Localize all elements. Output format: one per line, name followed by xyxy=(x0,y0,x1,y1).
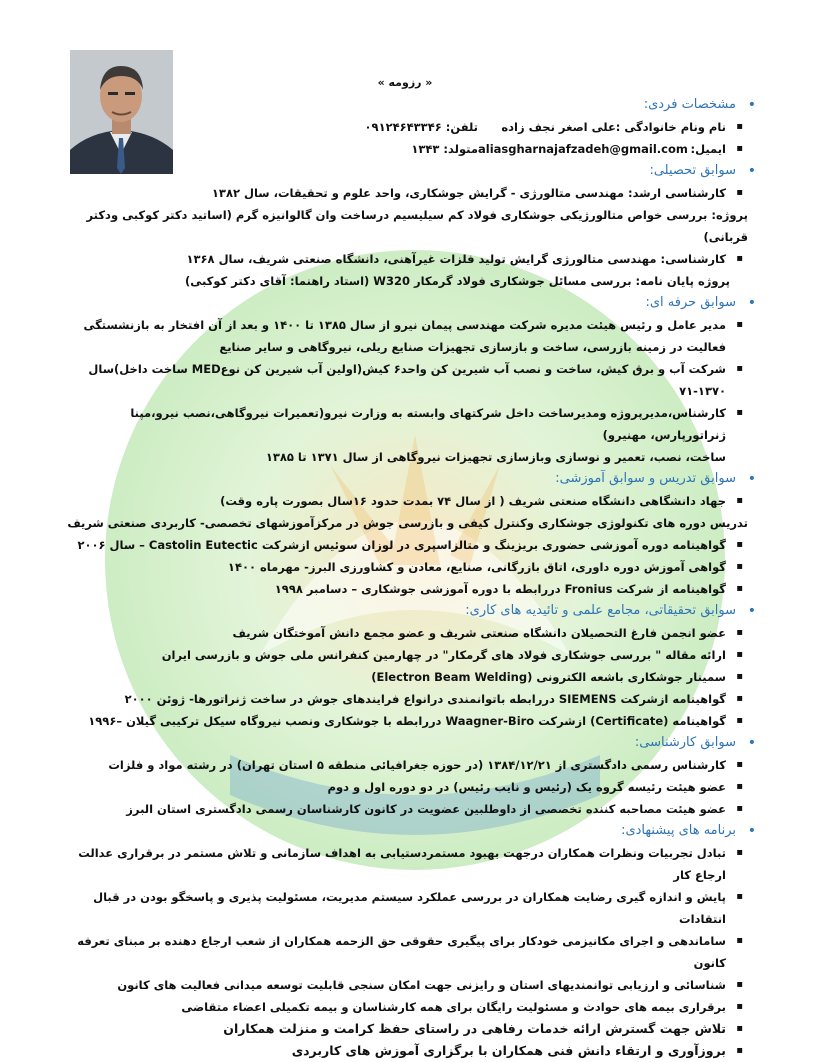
professional-item: ▪ کارشناس،مدیرپروژه ومدیرساخت داخل شرکتهای وابسته به وزارت نیرو(تعمیرات نیروگاهی،نصب نیرو،مپنا ژنراتورپارس، مهنیرو) xyxy=(62,402,748,446)
plans-item: ▪ تبادل تجربیات ونظرات همکاران درجهت بهبود مستمردستیابی به اهداف سازمانی و تلاش مستمر در برقراری عدالت ارجاع کار xyxy=(62,842,748,886)
education-item: پروژه: بررسی خواص متالورژیکی جوشکاری فولاد کم سیلیسیم درساخت وان گالوانیزه گرم (اساتید دکتر کوکبی ودکتر قربانی) xyxy=(86,208,748,244)
page-title: « رزومه » xyxy=(377,76,433,89)
section-heading-expert: • سوابق کارشناسی: xyxy=(62,732,748,754)
resume-content xyxy=(62,72,748,1062)
teaching-item: ▪ گواهی آموزش دوره داوری، اتاق بازرگانی، صنایع، معادن و کشاورزی البرز- مهرماه ۱۴۰۰ xyxy=(62,556,748,578)
teaching-item: ▪ جهاد دانشگاهی دانشگاه صنعتی شریف ( از سال ۷۴ بمدت حدود ۱۶سال بصورت پاره وقت) xyxy=(62,490,748,512)
professional-item: ▪ مدیر عامل و رئیس هیئت مدیره شرکت مهندسی پیمان نیرو از سال ۱۳۸۵ تا ۱۴۰۰ و بعد از آن افتخار به بازنشستگی xyxy=(62,314,748,336)
education-item: ▪ کارشناسی ارشد: مهندسی متالورژی - گرایش جوشکاری، واحد علوم و تحقیقات، سال ۱۳۸۲ xyxy=(62,182,748,204)
section-heading-plans: • برنامه های پیشنهادی: xyxy=(62,820,748,842)
research-item: ▪ گواهینامه (Certificate) ازشرکت Waagner-Biro دررابطه با جوشکاری ونصب نیروگاه سیکل ترکیبی گیلان –۱۹۹۶ xyxy=(62,710,748,732)
expert-item: ▪ کارشناس رسمی دادگستری از ۱۳۸۴/۱۲/۲۱ (در حوزه جغرافیائی منطقه ۵ استان تهران) در رشته مواد و فلزات xyxy=(62,754,748,776)
personal-name: ▪ نام ونام خانوادگی :علی اصغر نجف زاده xyxy=(501,120,726,134)
section-heading-professional: • سوابق حرفه ای: xyxy=(62,292,748,314)
section-heading-research: • سوابق تحقیقاتی، مجامع علمی و تائیدیه های کاری: xyxy=(62,600,748,622)
research-item: ▪ ارائه مقاله " بررسی جوشکاری فولاد های گرمکار" در چهارمین کنفرانس ملی جوش و بازرسی ایران xyxy=(62,644,748,666)
professional-item-continued: ساخت، نصب، تعمیر و نوسازی وبازسازی تجهیزات نیروگاهی از سال ۱۳۷۱ تا ۱۳۸۵ xyxy=(265,450,726,464)
professional-item: ▪ شرکت آب و برق کیش، ساخت و نصب آب شیرین کن واحد۶ کیش(اولین آب شیرین کن نوعMED ساخت داخل)سال ۱۳۷۰-۷۱ xyxy=(62,358,748,402)
profile-photo xyxy=(70,50,173,174)
professional-item-continued: فعالیت در زمینه بازرسی، ساخت و بازسازی تجهیزات صنایع ریلی، نیروگاهی و سایر صنایع xyxy=(219,340,726,354)
plans-item: ▪ ساماندهی و اجرای مکانیزمی خودکار برای پیگیری حقوقی حق الزحمه همکاران از شعب ارجاع دهنده بر مبنای تعرفه کانون xyxy=(62,930,748,974)
expert-item: ▪ عضو هیئت رئیسه گروه یک (رئیس و نایب رئیس) در دو دوره اول و دوم xyxy=(62,776,748,798)
teaching-item: ▪ گواهینامه دوره آموزشی حضوری بریزینگ و متالزاسپری در لوزان سوئیس ازشرکت Castolin Eutectic – سال ۲۰۰۶ xyxy=(62,534,748,556)
plans-item: ▪ شناسائی و ارزیابی توانمندیهای استان و رایزنی جهت امکان سنجی قابلیت توسعه میدانی فعالیت های کانون xyxy=(62,974,748,996)
research-item: ▪ گواهینامه ازشرکت SIEMENS دررابطه باتوانمندی درانواع فرایندهای جوش در ساخت ژنراتورها- ژوئن ۲۰۰۰ xyxy=(62,688,748,710)
personal-birth: متولد: ۱۳۴۳ xyxy=(411,142,478,156)
expert-item: ▪ عضو هیئت مصاحبه کننده تخصصی از داوطلبین عضویت در کانون کارشناسان رسمی دادگستری استان البرز xyxy=(62,798,748,820)
plans-item: ▪ برقراری بیمه های حوادث و مسئولیت رایگان برای همه کارشناسان و بیمه تکمیلی اعضاء متقاضی xyxy=(62,996,748,1018)
plans-item: ▪ بروزآوری و ارتقاء دانش فنی همکاران با برگزاری آموزش های کاربردی xyxy=(62,1040,748,1062)
section-heading-education: • سوابق تحصیلی: xyxy=(62,160,748,182)
research-item: ▪ سمینار جوشکاری باشعه الکترونی (Electron Beam Welding) xyxy=(62,666,748,688)
personal-email: aliasgharnajafzadeh@gmail.com xyxy=(478,142,688,156)
plans-item: ▪ پایش و اندازه گیری رضایت همکاران در بررسی عملکرد سیستم مدیریت، مسئولیت پذیری و پاسخگو بودن در قبال انتقادات xyxy=(62,886,748,930)
education-item: پروژه پایان نامه: بررسی مسائل جوشکاری فولاد گرمکار W320 (استاد راهنما: آقای دکتر کوکبی) xyxy=(185,274,730,288)
section-heading-teaching: • سوابق تدریس و سوابق آموزشی: xyxy=(62,468,748,490)
plans-item: ▪ تلاش جهت گسترش ارائه خدمات رفاهی در راستای حفظ کرامت و منزلت همکاران xyxy=(62,1018,748,1040)
teaching-item: تدریس دوره های تکنولوژی جوشکاری وکنترل کیفی و بازرسی جوش در مرکزآموزشهای تخصصی- کاربردی صنعتی شریف xyxy=(67,516,748,530)
education-item: ▪ کارشناسی: مهندسی متالورژی گرایش تولید فلزات غیرآهنی، دانشگاه صنعتی شریف، سال ۱۳۶۸ xyxy=(62,248,748,270)
personal-email-label: ▪ ایمیل: xyxy=(690,142,726,156)
teaching-item: ▪ گواهینامه از شرکت Fronius دررابطه با دوره آموزشی جوشکاری – دسامبر ۱۹۹۸ xyxy=(62,578,748,600)
section-heading-personal: • مشخصات فردی: xyxy=(62,94,748,116)
personal-phone: تلفن: ۰۹۱۲۴۶۴۳۳۴۶ xyxy=(364,120,478,134)
research-item: ▪ عضو انجمن فارغ التحصیلان دانشگاه صنعتی شریف و عضو مجمع دانش آموختگان شریف xyxy=(62,622,748,644)
